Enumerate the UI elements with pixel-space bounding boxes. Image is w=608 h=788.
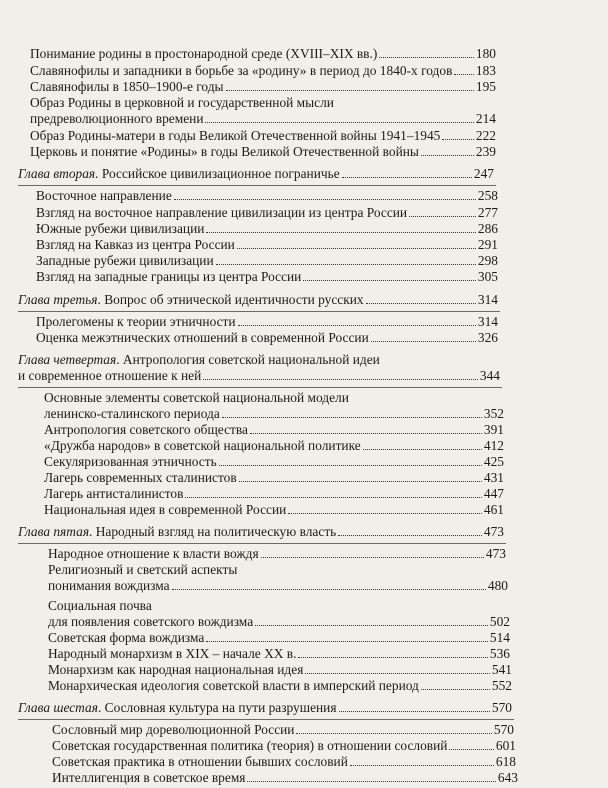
entry-title: Народное отношение к власти вождя [48, 546, 259, 561]
toc-entry[interactable] [44, 422, 504, 438]
toc-entry[interactable] [52, 722, 514, 738]
entry-page: 195 [475, 79, 496, 94]
entry-page: 352 [483, 406, 504, 421]
divider [18, 719, 514, 720]
entry-title: Южные рубежи цивилизации [36, 221, 205, 236]
divider [18, 543, 506, 544]
divider [18, 387, 502, 388]
leader-dots [454, 63, 474, 75]
chapter-heading-5[interactable] [18, 524, 504, 540]
entry-page: 447 [483, 486, 504, 501]
toc-entry[interactable] [44, 406, 504, 422]
leader-dots [247, 770, 495, 782]
toc-entry[interactable] [48, 614, 510, 630]
toc-entry[interactable] [30, 79, 496, 95]
entry-title: ленинско-сталинского периода [44, 406, 220, 421]
entry-title: Советская практика в отношении бывших сословий [52, 754, 348, 769]
leader-dots [305, 662, 490, 674]
leader-dots [296, 722, 491, 734]
entry-title: Национальная идея в современной России [44, 502, 287, 517]
entry-title: Советская форма вождизма [48, 630, 205, 645]
toc-entry[interactable] [52, 770, 518, 786]
entry-title: Понимание родины в простонародной среде (XVIII–XIX вв.) [30, 46, 378, 61]
entry-title: Антропология советского общества [44, 422, 248, 437]
leader-dots [338, 524, 482, 536]
toc-entry[interactable] [30, 144, 496, 160]
toc-entry[interactable] [44, 486, 504, 502]
entry-page: 541 [491, 662, 512, 677]
leader-dots [342, 166, 472, 178]
leader-dots [222, 406, 482, 418]
entry-title: Церковь и понятие «Родины» в годы Великой Отечественной войны [30, 144, 419, 159]
entry-title: Лагерь антисталинистов [44, 486, 184, 501]
entry-page: 291 [477, 237, 498, 252]
entry-title: Пролегомены к теории этничности [36, 314, 236, 329]
leader-dots [216, 253, 476, 265]
leader-dots [206, 221, 475, 233]
leader-dots [350, 754, 494, 766]
chapter-label: Глава пятая [18, 524, 90, 539]
chapter-heading-4[interactable] [18, 368, 500, 384]
leader-dots [261, 546, 484, 558]
entry-page: 425 [483, 454, 504, 469]
toc-entry[interactable] [36, 269, 498, 285]
divider [18, 185, 496, 186]
entry-page: 344 [479, 368, 500, 383]
leader-dots [219, 454, 482, 466]
chapter-title: . Народный взгляд на политическую власть [89, 524, 337, 539]
chapter-title: . Вопрос об этнической идентичности русских [97, 292, 364, 307]
entry-title: Славянофилы в 1850–1900-е годы [30, 79, 224, 94]
entry-page: 570 [493, 722, 514, 737]
entry-page: 214 [475, 111, 496, 126]
toc-entry[interactable] [36, 330, 498, 346]
leader-dots [205, 111, 473, 123]
leader-dots [174, 188, 476, 200]
toc-entry[interactable] [48, 678, 512, 694]
leader-dots [206, 630, 488, 642]
entry-page: 239 [475, 144, 496, 159]
toc-entry[interactable] [48, 546, 506, 562]
leader-dots [239, 470, 482, 482]
entry-title: Народный монархизм в XIX – начале XX в. [48, 646, 297, 661]
leader-dots [303, 269, 476, 281]
leader-dots [363, 438, 482, 450]
toc-entry[interactable] [36, 314, 498, 330]
entry-title-line1: Основные элементы советской национальной модели [44, 390, 349, 405]
toc-entry[interactable] [30, 46, 496, 62]
entry-page: 552 [491, 678, 512, 693]
entry-page: 314 [477, 292, 498, 307]
chapter-heading-2[interactable] [18, 166, 494, 182]
leader-dots [442, 128, 474, 140]
entry-title: понимания вождизма [48, 578, 170, 593]
entry-title: Образ Родины-матери в годы Великой Отечественной войны 1941–1945 [30, 128, 441, 143]
entry-title: Западные рубежи цивилизации [36, 253, 214, 268]
entry-title: Взгляд на западные границы из центра России [36, 269, 302, 284]
entry-title: Восточное направление [36, 188, 172, 203]
entry-page: 570 [491, 700, 512, 715]
toc-entry[interactable] [44, 438, 504, 454]
entry-page: 601 [495, 738, 516, 753]
chapter-heading-3[interactable] [18, 292, 498, 308]
entry-title: Монархизм как народная национальная идея [48, 662, 304, 677]
leader-dots [339, 700, 490, 712]
leader-dots [226, 79, 474, 91]
chapter-heading-6[interactable] [18, 700, 512, 716]
leader-dots [238, 314, 476, 326]
entry-title: Советская государственная политика (теория) в отношении сословий [52, 738, 448, 753]
toc-entry[interactable] [30, 128, 496, 144]
leader-dots [298, 646, 487, 658]
entry-title: предреволюционного времени [30, 111, 204, 126]
divider [18, 311, 500, 312]
entry-page: 431 [483, 470, 504, 485]
entry-title: Интеллигенция в советское время [52, 770, 246, 785]
chapter-title: . Российское цивилизационное пограничье [95, 166, 340, 181]
entry-page: 277 [477, 205, 498, 220]
chapter-label: Глава третья [18, 292, 98, 307]
entry-page: 514 [489, 630, 510, 645]
entry-page: 247 [473, 166, 494, 181]
toc-entry[interactable] [48, 630, 510, 646]
toc-entry[interactable] [44, 454, 504, 470]
entry-page: 222 [475, 128, 496, 143]
leader-dots [288, 502, 482, 514]
entry-title: Секуляризованная этничность [44, 454, 217, 469]
entry-page: 461 [483, 502, 504, 517]
toc-entry[interactable] [36, 205, 498, 221]
leader-dots [379, 46, 474, 58]
entry-title: Лагерь современных сталинистов [44, 470, 237, 485]
entry-title: Оценка межэтнических отношений в современной России [36, 330, 369, 345]
toc-entry[interactable] [52, 738, 516, 754]
entry-title: Взгляд на восточное направление цивилизации из центра России [36, 205, 408, 220]
entry-page: 326 [477, 330, 498, 345]
entry-page: 473 [485, 546, 506, 561]
leader-dots [366, 292, 476, 304]
leader-dots [449, 738, 493, 750]
chapter-title: . Антропология советской национальной идеи [116, 352, 380, 367]
toc-entry[interactable] [30, 111, 496, 127]
leader-dots [185, 486, 482, 498]
leader-dots [409, 205, 476, 217]
toc-entry[interactable] [36, 237, 498, 253]
entry-title: «Дружба народов» в советской национальной политике [44, 438, 361, 453]
entry-page: 480 [487, 578, 508, 593]
entry-title-line1: Социальная почва [48, 598, 152, 613]
leader-dots [237, 237, 476, 249]
entry-page: 412 [483, 438, 504, 453]
chapter-label: Глава вторая [18, 166, 96, 181]
toc-entry[interactable] [36, 188, 498, 204]
leader-dots [250, 422, 482, 434]
entry-page: 536 [489, 646, 510, 661]
entry-page: 391 [483, 422, 504, 437]
entry-title: Славянофилы и западники в борьбе за «родину» в период до 1840-х годов [30, 63, 453, 78]
entry-title: Монархическая идеология советской власти в имперский период [48, 678, 419, 693]
leader-dots [421, 678, 490, 690]
entry-page: 183 [475, 63, 496, 78]
toc-entry[interactable] [30, 63, 496, 79]
leader-dots [203, 368, 478, 380]
leader-dots [421, 144, 474, 156]
entry-title-line1: Образ Родины в церковной и государственной мысли [30, 95, 334, 110]
entry-title: Сословный мир дореволюционной России [52, 722, 295, 737]
entry-title-line1: Религиозный и светский аспекты [48, 562, 238, 577]
entry-page: 180 [475, 46, 496, 61]
entry-page: 286 [477, 221, 498, 236]
leader-dots [172, 578, 486, 590]
chapter-label: Глава шестая [18, 700, 98, 715]
entry-page: 314 [477, 314, 498, 329]
toc-entry[interactable] [44, 502, 504, 518]
toc-entry[interactable] [52, 754, 516, 770]
toc-entry[interactable] [48, 662, 512, 678]
entry-title: для появления советского вождизма [48, 614, 254, 629]
entry-page: 473 [483, 524, 504, 539]
chapter-title: и современное отношение к ней [18, 368, 202, 383]
entry-page: 502 [489, 614, 510, 629]
leader-dots [255, 614, 488, 626]
chapter-heading-4-line1[interactable] [18, 352, 380, 368]
chapter-title: . Сословная культура на пути разрушения [97, 700, 337, 715]
entry-page: 643 [497, 770, 518, 785]
toc-entry[interactable] [36, 253, 498, 269]
entry-page: 298 [477, 253, 498, 268]
toc-entry[interactable] [48, 578, 508, 594]
entry-page: 305 [477, 269, 498, 284]
entry-page: 258 [477, 188, 498, 203]
entry-page: 618 [495, 754, 516, 769]
toc-entry[interactable] [48, 646, 510, 662]
chapter-label: Глава четвертая [18, 352, 117, 367]
toc-entry[interactable] [44, 470, 504, 486]
leader-dots [371, 330, 476, 342]
toc-entry[interactable] [36, 221, 498, 237]
entry-title: Взгляд на Кавказ из центра России [36, 237, 235, 252]
